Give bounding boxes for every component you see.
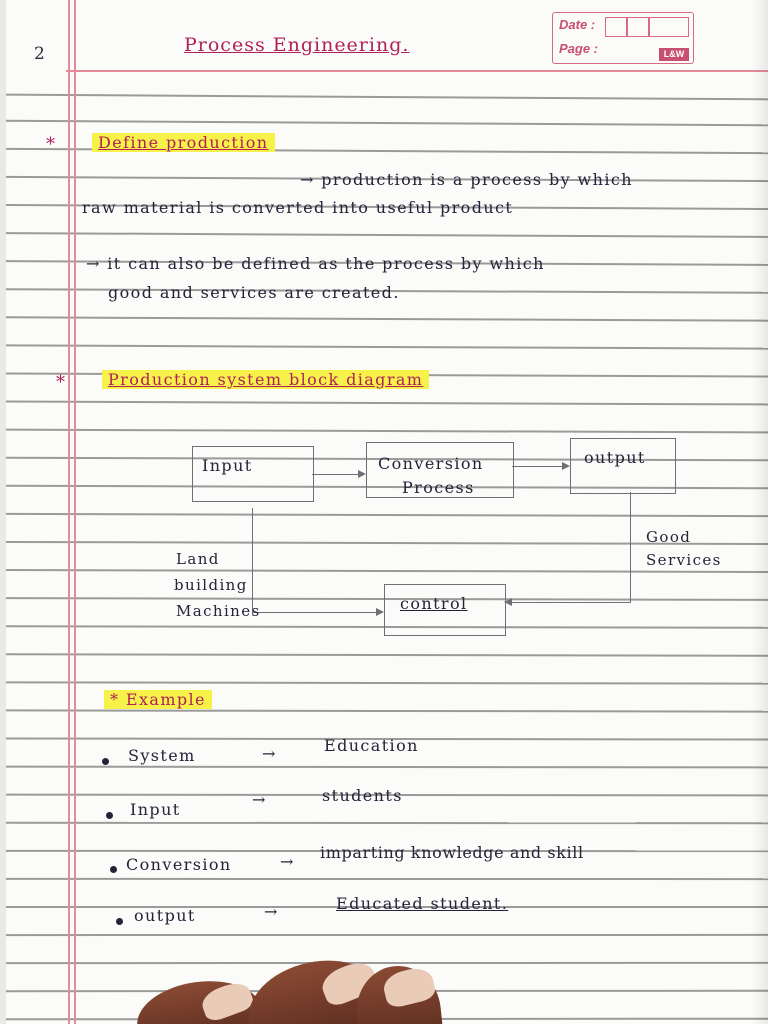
- bullet-icon: [106, 812, 113, 819]
- machines-label: Machines: [176, 602, 261, 620]
- output-label: output: [584, 448, 646, 467]
- ruled-line: [6, 709, 768, 712]
- ruled-line: [6, 316, 768, 321]
- bullet-icon: [110, 866, 117, 873]
- definition-line-4: good and services are created.: [108, 283, 400, 302]
- land-label: Land: [176, 550, 220, 568]
- page-label: Page :: [559, 41, 599, 56]
- example-term-output: output: [134, 906, 196, 925]
- example-term-input: Input: [130, 800, 181, 819]
- feedback-line-left: [510, 602, 631, 603]
- ruled-line: [6, 513, 768, 517]
- page-title: Process Engineering.: [184, 34, 410, 56]
- ruled-line: [6, 878, 768, 880]
- ruled-line: [6, 822, 768, 824]
- ruled-line: [6, 120, 768, 126]
- date-cell: [605, 17, 627, 37]
- margin-line-left: [68, 0, 70, 1024]
- input-label: Input: [202, 456, 253, 475]
- date-cell: [649, 17, 689, 37]
- date-page-box: [552, 12, 694, 64]
- arrow-right-icon: [376, 608, 384, 616]
- bullet-icon: [102, 758, 109, 765]
- notebook-page: [6, 0, 768, 1024]
- example-term-conversion: Conversion: [126, 855, 232, 874]
- example-value-imparting: imparting knowledge and skill: [320, 843, 584, 862]
- ruled-line: [6, 962, 768, 964]
- header-rule: [66, 70, 768, 72]
- date-cell: [627, 17, 649, 37]
- control-feedback-line-up: [252, 508, 253, 614]
- process-label: Process: [402, 478, 475, 497]
- ruled-line: [6, 344, 768, 349]
- ruled-line: [6, 934, 768, 936]
- ruled-line: [6, 653, 768, 656]
- example-value-students: students: [322, 786, 403, 805]
- ruled-line: [6, 569, 768, 573]
- feedback-line-down: [630, 492, 631, 602]
- section-star: *: [56, 372, 65, 393]
- margin-line-right: [74, 0, 76, 1024]
- date-label: Date :: [559, 17, 596, 32]
- definition-line-1: → production is a process by which: [300, 170, 633, 189]
- section-heading-example: * Example: [104, 690, 212, 709]
- good-label: Good: [646, 528, 692, 546]
- input-to-conversion-line: [312, 474, 364, 475]
- example-value-educated-student: Educated student.: [336, 894, 509, 913]
- example-term-system: System: [128, 746, 196, 765]
- building-label: building: [174, 576, 248, 594]
- example-arrow: →: [252, 790, 267, 809]
- section-heading-define-production: Define production: [92, 133, 275, 152]
- ruled-line: [6, 766, 768, 768]
- services-label: Services: [646, 551, 722, 569]
- example-arrow: →: [262, 744, 277, 763]
- example-arrow: →: [280, 852, 295, 871]
- ruled-line: [6, 429, 768, 433]
- control-label: control: [400, 594, 468, 613]
- page-number: 2: [34, 44, 45, 64]
- brand-logo: L&W: [659, 48, 689, 61]
- ruled-line: [6, 401, 768, 405]
- section-star: *: [46, 134, 55, 155]
- ruled-line: [6, 232, 768, 237]
- ruled-line: [6, 94, 768, 100]
- resources-to-control-line: [252, 612, 380, 613]
- arrow-right-icon: [358, 470, 366, 478]
- page-edge-shadow: [752, 0, 768, 1024]
- arrow-right-icon: [562, 462, 570, 470]
- section-heading-block-diagram: Production system block diagram: [102, 370, 429, 389]
- definition-line-3: → it can also be defined as the process by which: [86, 254, 545, 273]
- conversion-label: Conversion: [378, 454, 484, 473]
- definition-line-2: raw material is converted into useful product: [82, 198, 514, 217]
- bullet-icon: [116, 918, 123, 925]
- example-value-education: Education: [324, 736, 419, 755]
- ruled-line: [6, 681, 768, 684]
- example-arrow: →: [264, 902, 279, 921]
- conversion-to-output-line: [512, 466, 568, 467]
